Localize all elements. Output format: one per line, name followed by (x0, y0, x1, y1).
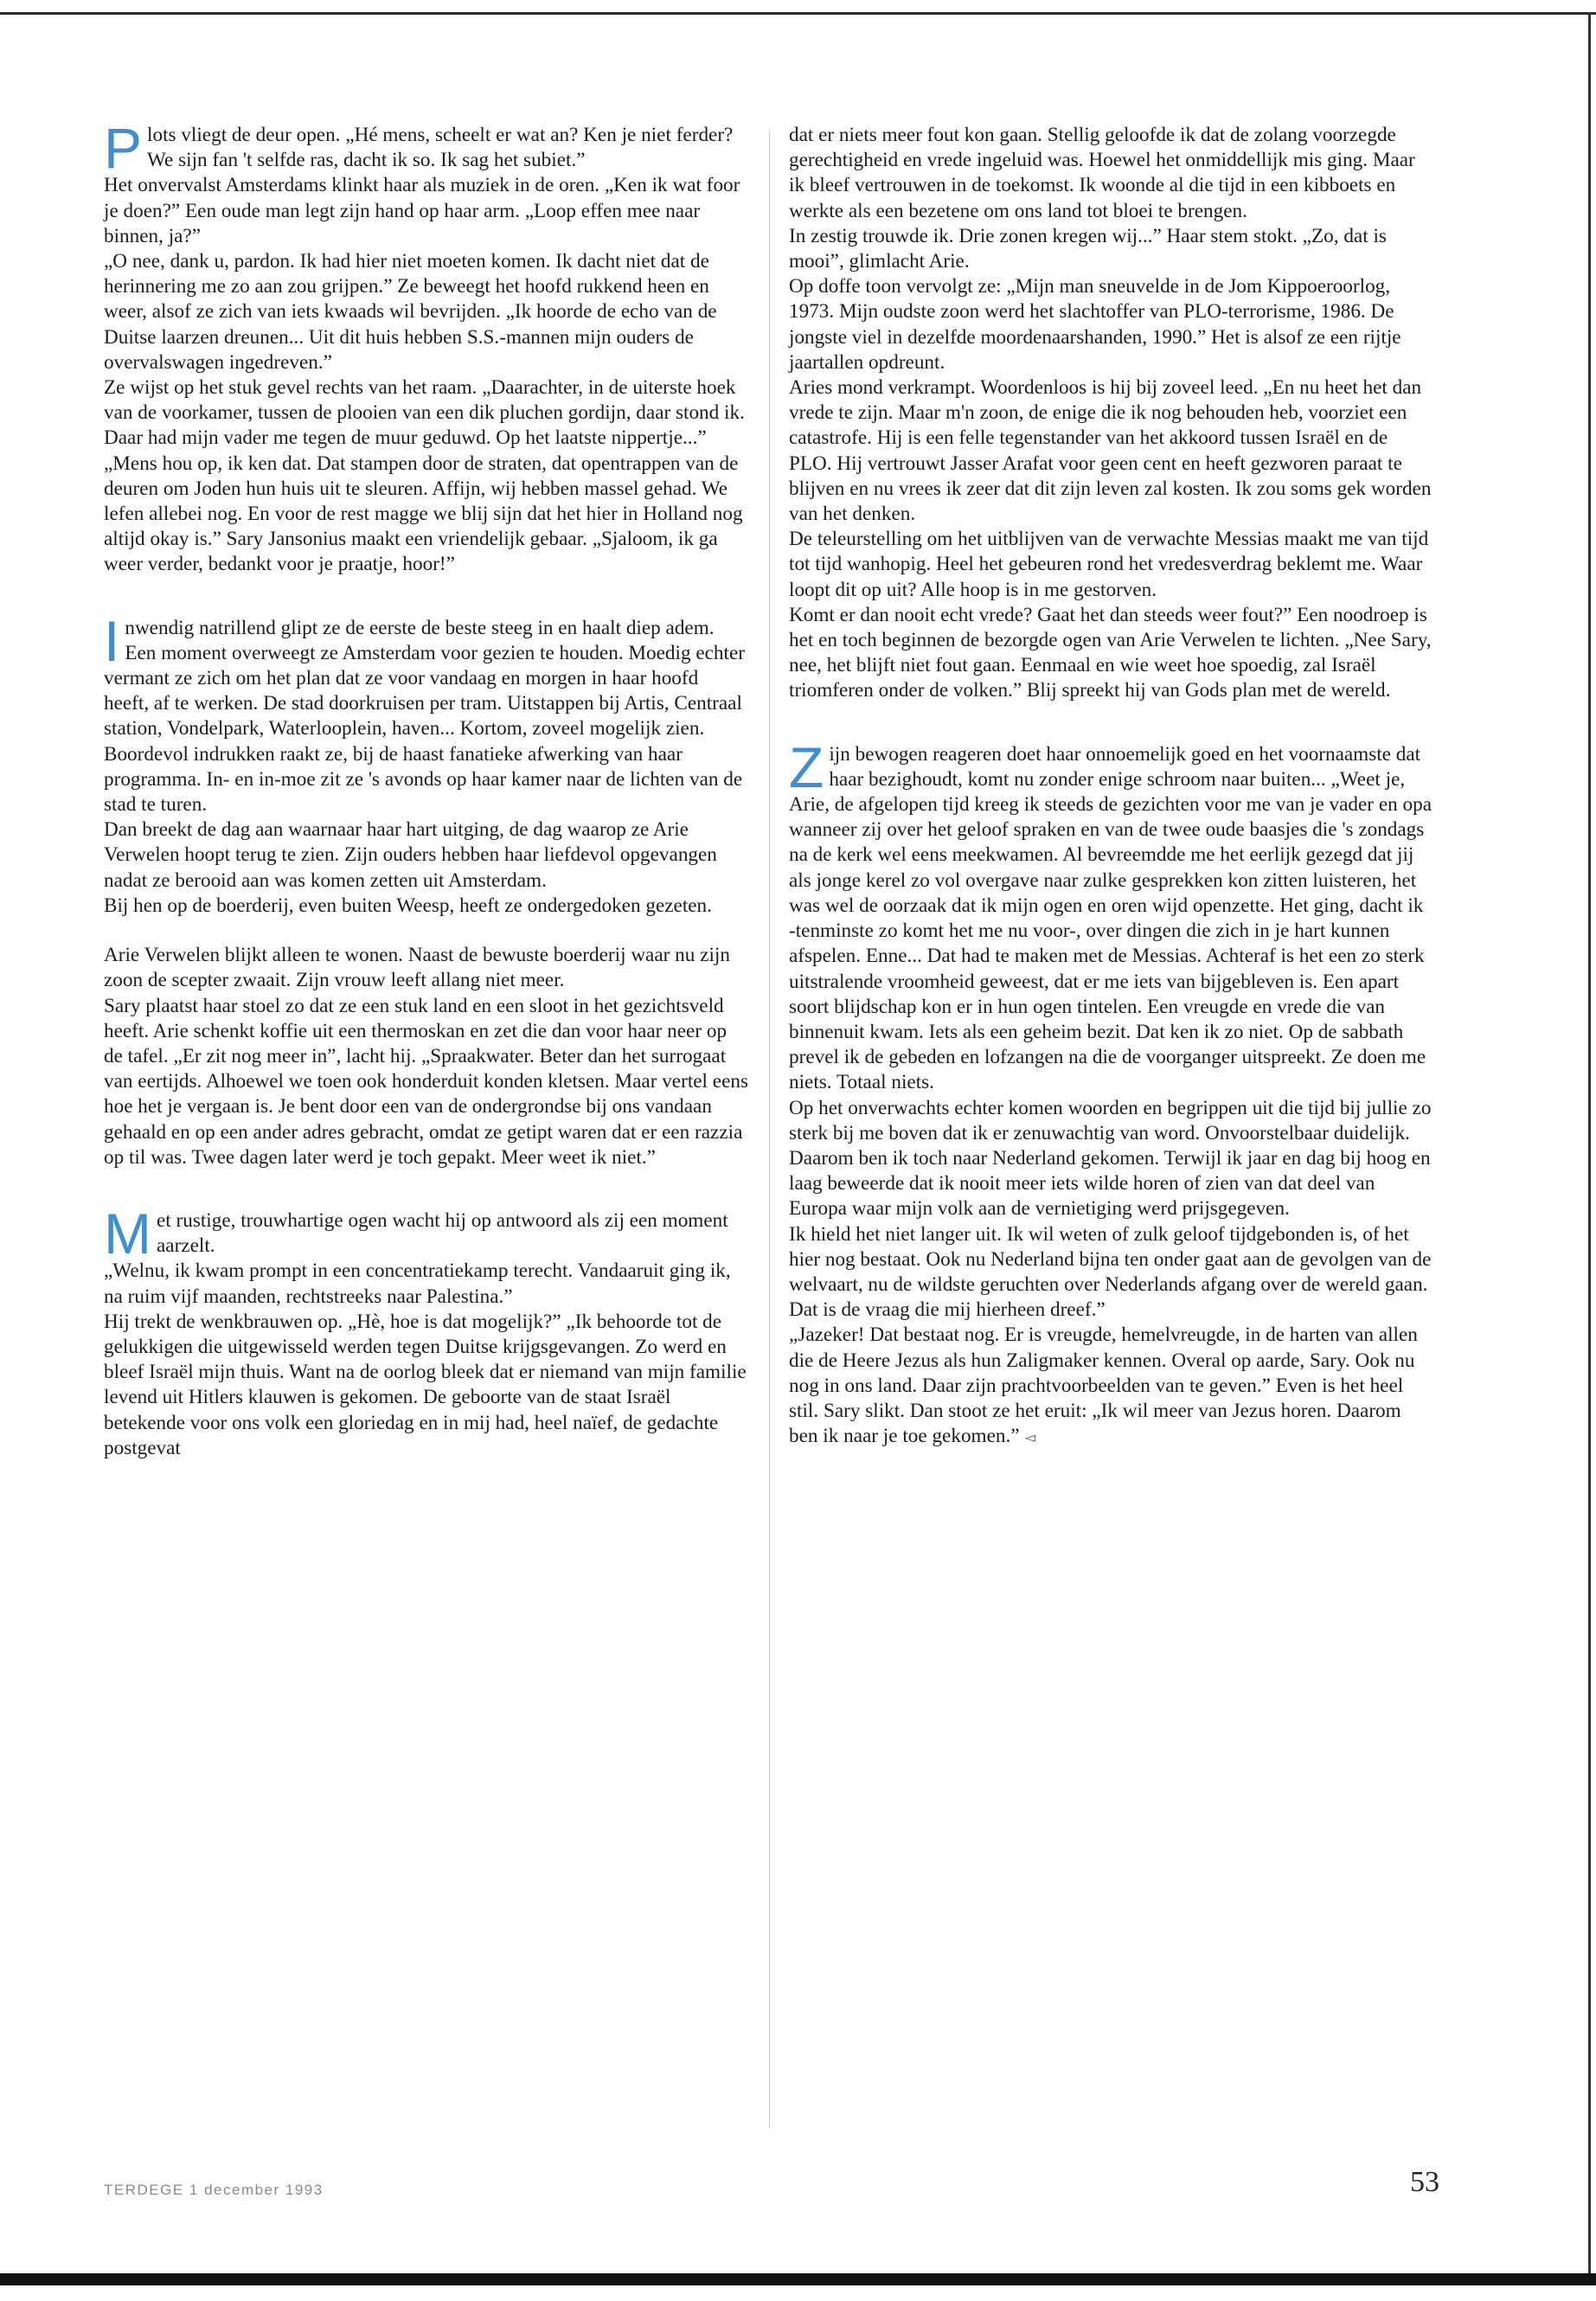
paragraph (789, 527, 1433, 603)
drop-initial: Z (789, 734, 824, 799)
paragraph (789, 224, 1433, 274)
paragraph-text: „Welnu, ik kwam prompt in een concentratiekamp terecht. Vandaaruit ging ik, na ruim vijf maanden, rechtstreeks naar Palestina.” (104, 1259, 731, 1308)
section-paragraph (789, 734, 1433, 1096)
paragraph (789, 123, 1433, 224)
paragraph-text: ijn bewogen reageren doet haar onnoemelijk goed en het voornaamste dat haar bezighoudt, komt nu zonder enige schroom naar buiten... „Weet je, Arie, de afgelopen tijd kreeg ik steeds de gezichten voor me van je vader en opa wanneer zij over het geloof spraken en van de twee oude baasjes die 's zondags na de kerk wel eens meekwamen. Al bevreemdde me het eerlijk gezegd dat jij als jonge kerel zo vol overgave naar zulke gesprekken kon zitten luisteren, het was wel de oorzaak dat ik mijn ogen en oren wijd openzette. Het ging, dacht ik -tenminste zo komt het me nu voor-, over dingen die zich in je hart kunnen afspelen. Enne... Dat had te maken met de Messias. Achteraf is het een zo sterk uitstralende vroomheid geweest, dat er me iets van bijgebleven is. Een apart soort blijdschap kon er in hun ogen tintelen. Een vreugde en vrede die van binnenuit kwam. Iets als een geheim bezit. Dat ken ik zo niet. Op de sabbath prevel ik de gebeden en lofzangen na die de voorganger uitspreekt. Ze doen me niets. Totaal niets. (789, 742, 1432, 1094)
paragraph (789, 274, 1433, 375)
paragraph (104, 817, 748, 894)
paragraph-text: Ze wijst op het stuk gevel rechts van het raam. „Daarachter, in de uiterste hoek van de voorkamer, tussen de plooien van een dik pluchen gordijn, daar stond ik. Daar had mijn vader me tegen de muur geduwd. Op het laatste nippertje...” (104, 376, 745, 450)
paragraph-text: lots vliegt de deur open. „Hé mens, scheelt er wat an? Ken je niet ferder? We sijn fan 't selfde ras, dacht ik so. Ik sag het subiet.” (147, 124, 734, 172)
paragraph-text: Dan breekt de dag aan waarnaar haar hart uitging, de dag waarop ze Arie Verwelen hoopt terug te zien. Zijn ouders hebben haar liefdevol opgevangen nadat ze berooid aan was komen zetten uit Amsterdam. (104, 818, 717, 892)
section-paragraph (104, 608, 748, 818)
paragraph (104, 994, 748, 1170)
section-paragraph (104, 1201, 748, 1266)
section-paragraph (104, 116, 748, 180)
paragraph-text: Bij hen op de boerderij, even buiten Weesp, heeft ze ondergedoken gezeten. (104, 894, 712, 917)
page-number: 53 (1410, 2166, 1439, 2198)
paragraph-text: „Mens hou op, ik ken dat. Dat stampen door de straten, dat opentrappen van de deuren om Joden hun huis uit te sleuren. Affijn, wij hebben massel gehad. We lefen allebei nog. En voor de rest magge we blij sijn dat het hier in Holland nog altijd okay is.” Sary Jansonius maakt een vriendelijk gebaar. „Sjaloom, ik ga weer verder, bedankt voor je praatje, hoor!” (104, 452, 743, 576)
paragraph (104, 894, 748, 919)
paragraph-text: In zestig trouwde ik. Drie zonen kregen wij...” Haar stem stokt. „Zo, dat is mooi”, glimlacht Arie. (789, 224, 1387, 273)
drop-initial: I (104, 608, 120, 673)
paragraph (104, 1310, 748, 1461)
paragraph (789, 1222, 1433, 1324)
top-rule (0, 12, 1596, 15)
paragraph-text: Ik hield het niet langer uit. Ik wil weten of zulk geloof tijdgebonden is, of het hier nog bestaat. Ook nu Nederland bijna ten onder gaat aan de gevolgen van de welvaart, nu de wildste geruchten over Nederlands afgang over de wereld gaan. Dat is de vraag die mij hierheen dreef.” (789, 1222, 1432, 1322)
right-column (789, 123, 1433, 1451)
paragraph-text: Op doffe toon vervolgt ze: „Mijn man sneuvelde in de Jom Kippoeroorlog, 1973. Mijn oudste zoon werd het slachtoffer van PLO-terrorisme, 1986. De jongste viel in dezelfde moordenaarshanden, 1990.” Het is alsof ze een rijtje jaartallen opdreunt. (789, 275, 1401, 374)
paragraph (104, 375, 748, 452)
paragraph-text: Het onvervalst Amsterdams klinkt haar als muziek in de oren. „Ken ik wat foor je doen?” Een oude man legt zijn hand op haar arm. „Loop effen mee naar binnen, ja?” (104, 174, 740, 247)
paragraph (789, 1323, 1433, 1451)
paragraph (789, 375, 1433, 527)
paragraph (104, 943, 748, 993)
paragraph-text: Op het onverwachts echter komen woorden en begrippen uit die tijd bij jullie zo sterk bij me boven dat ik er zenuwachtig van word. Onvoorstelbaar duidelijk. Daarom ben ik toch naar Nederland gekomen. Terwijl ik jaar en dag bij hoog en laag beweerde dat ik nooit meer iets wilde horen of zien van dat deel van Europa waar mijn volk aan de vernietiging werd prijsgegeven. (789, 1096, 1432, 1221)
paragraph-text: „O nee, dank u, pardon. Ik had hier niet moeten komen. Ik dacht niet dat de herinnering me zo aan zou grijpen.” Ze beweegt het hoofd rukkend heen en weer, alsof ze zich van iets kwaads wil bevrijden. „Ik hoorde de echo van de Duitse laarzen dreunen... Uit dit huis hebben S.S.-mannen mijn ouders de overvalswagen ingedreven.” (104, 250, 717, 374)
paragraph (104, 1259, 748, 1309)
magazine-footer: TERDEGE 1 december 1993 (104, 2182, 324, 2198)
paragraph (104, 452, 748, 578)
right-edge-rule (1588, 12, 1591, 2279)
paragraph-text: De teleurstelling om het uitblijven van de verwachte Messias maakt me van tijd tot tijd wanhopig. Heel het gebeuren rond het vredesverdrag beklemt me. Waar loopt dit op uit? Alle hoop is in me gestorven. (789, 528, 1429, 601)
paragraph-text: Aries mond verkrampt. Woordenloos is hij bij zoveel leed. „En nu heet het dan vrede te zijn. Maar m'n zoon, de enige die ik nog behouden heb, voorziet een catastrofe. Hij is een felle tegenstander van het akkoord tussen Israël en de PLO. Hij vertrouwt Jasser Arafat voor geen cent en heeft gezworen paraat te blijven en nu vrees ik zeer dat dit zijn leven zal kosten. Ik zou soms gek worden van het denken. (789, 376, 1432, 526)
paragraph-text: et rustige, trouwhartige ogen wacht hij op antwoord als zij een moment aarzelt. (156, 1208, 728, 1258)
paragraph-text: Arie Verwelen blijkt alleen te wonen. Naast de bewuste boerderij waar nu zijn zoon de scepter zwaait. Zijn vrouw leeft allang niet meer. (104, 944, 730, 992)
paragraph (789, 603, 1433, 704)
paragraph (104, 173, 748, 249)
left-column (104, 116, 748, 1461)
paragraph-text: Komt er dan nooit echt vrede? Gaat het dan steeds weer fout?” Een noodroep is het en toch beginnen de bezorgde ogen van Arie Verwelen te lichten. „Nee Sary, nee, het blijft niet fout gaan. Eenmaal en wie weet hoe spoedig, zal Israël triomferen onder de volken.” Blij spreekt hij van Gods plan met de wereld. (789, 603, 1432, 702)
bottom-rule (0, 2273, 1596, 2285)
paragraph-text: Hij trekt de wenkbrauwen op. „Hè, hoe is dat mogelijk?” „Ik behoorde tot de gelukkigen die uitgewisseld werden tegen Duitse krijgsgevangen. Zo werd en bleef Israël mijn thuis. Want na de oorlog bleek dat er niemand van mijn familie levend uit Hitlers klauwen is gekomen. De geboorte van de staat Israël betekende voor ons volk een gloriedag en in mij had, heel naïef, de gedachte postgevat (104, 1310, 747, 1459)
paragraph-text: nwendig natrillend glipt ze de eerste de beste steeg in en haalt diep adem. Een moment overweegt ze Amsterdam voor gezien te houden. Moedig echter vermant ze zich om het plan dat ze voor vandaag en morgen in haar hoofd heeft, af te werken. De stad doorkruisen per tram. Uitstappen bij Artis, Centraal station, Vondelpark, Waterlooplein, haven... Kortom, zoveel mogelijk zien. Boordevol indrukken raakt ze, bij de haast fanatieke afwerking van haar programma. In- en in-moe zit ze 's avonds op haar kamer naar de lichten van de stad te turen. (104, 616, 745, 817)
paragraph-text: dat er niets meer fout kon gaan. Stellig geloofde ik dat de zolang voorzegde gerechtigheid en vrede ingeluid was. Hoewel het onmiddellijk mis ging. Maar ik bleef vertrouwen in de toekomst. Ik woonde al die tijd in een kibboets en werkte als een bezetene om ons land tot bloei te brengen. (789, 124, 1415, 222)
paragraph (789, 1096, 1433, 1222)
column-divider (769, 130, 770, 2128)
drop-initial: P (104, 116, 143, 180)
paragraph-text: „Jazeker! Dat bestaat nog. Er is vreugde, hemelvreugde, in de harten van allen die de Heere Jezus als hun Zaligmaker kennen. Overal op aarde, Sary. Ook nu nog in ons land. Daar zijn prachtvoorbeelden van te geven.” Even is het heel stil. Sary slikt. Dan stoot ze het eruit: „Ik wil meer van Jezus horen. Daarom ben ik naar je toe gekomen.” (789, 1324, 1418, 1448)
drop-initial: M (104, 1201, 151, 1266)
paragraph (104, 249, 748, 375)
paragraph-text: Sary plaatst haar stoel zo dat ze een stuk land en een sloot in het gezichtsveld heeft. Arie schenkt koffie uit een thermoskan en zet die dan voor haar neer op de tafel. „Er zit nog meer in”, lacht hij. „Spraakwater. Beter dan het surrogaat van eertijds. Alhoewel we toen ook honderduit konden kletsen. Maar vertel eens hoe het je vergaan is. Je bent door een van de ondergrondse bij ons vandaan gehaald en op een ander adres gebracht, omdat ze getipt waren dat er een razzia op til was. Twee dagen later werd je toch gepakt. Meer weet ik niet.” (104, 994, 748, 1169)
end-mark-icon: ◅ (1024, 1431, 1035, 1446)
